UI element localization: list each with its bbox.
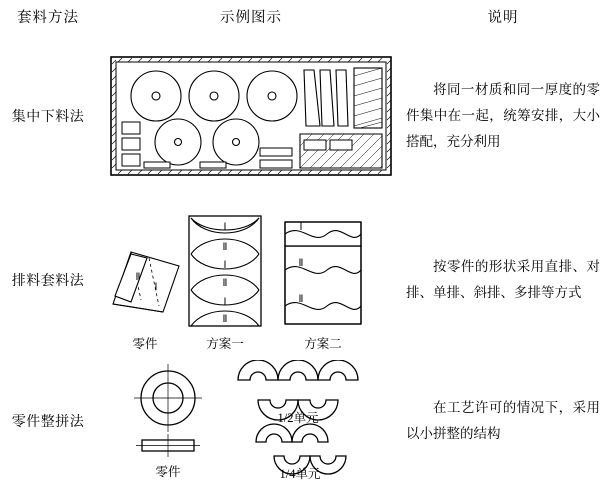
figure-caption-quarter-unit: 1/4单元 (279, 467, 321, 481)
figure-label: Ⅱ (222, 277, 228, 289)
description-text-layout: 按零件的形状采用直排、对排、单排、斜排、多排等方式 (406, 259, 600, 300)
method-label-layout: 排料套料法 (11, 274, 85, 289)
figure-caption-part: 零件 (132, 336, 158, 351)
figure-label: Ⅰ (299, 221, 303, 233)
description-text-centralized: 将同一材质和同一厚度的零件集中在一起，统筹安排，大小搭配，充分利用 (406, 82, 600, 149)
figure-label: Ⅱ (135, 271, 141, 283)
table-row (0, 32, 600, 200)
figure-label: Ⅰ (223, 296, 227, 308)
figure-label: Ⅱ (298, 293, 304, 305)
figure-label: Ⅰ (223, 221, 227, 233)
description-cell-centralized (406, 32, 600, 200)
method-label-centralized: 集中下料法 (11, 110, 85, 125)
table-header-row (0, 0, 600, 32)
figure-label: Ⅰ (223, 259, 227, 271)
assembly-nesting-drawing (106, 360, 396, 482)
figure-caption-part: 零件 (155, 465, 181, 479)
header-cell-method: 套料方法 (17, 9, 79, 26)
table-row (0, 200, 600, 360)
figure-layout-nesting (101, 208, 401, 353)
figure-cell-assembly (96, 360, 406, 482)
header-cell-description: 说明 (487, 9, 519, 26)
figure-label: Ⅱ (222, 313, 228, 325)
description-text-assembly: 在工艺许可的情况下，采用以小拼整的结构 (406, 400, 600, 441)
table-row (0, 360, 600, 482)
header-cell-figure: 示例图示 (220, 9, 282, 26)
figure-caption-half-unit: 1/2单元 (277, 411, 319, 425)
figure-label: Ⅰ (154, 281, 158, 293)
figure-cell-centralized (96, 32, 406, 200)
method-label-assembly: 零件整拼法 (11, 415, 85, 430)
layout-nesting-drawing (101, 208, 401, 353)
figure-label: Ⅱ (298, 257, 304, 269)
figure-cell-layout (96, 200, 406, 360)
figure-label: Ⅱ (222, 241, 228, 253)
figure-caption-scheme-1: 方案一 (206, 336, 244, 351)
centralized-nesting-drawing (108, 54, 394, 178)
description-cell-assembly (406, 360, 600, 482)
description-cell-layout (406, 200, 600, 360)
figure-centralized-nesting (108, 54, 394, 178)
figure-assembly-nesting (106, 360, 396, 482)
figure-caption-scheme-2: 方案二 (304, 336, 342, 351)
